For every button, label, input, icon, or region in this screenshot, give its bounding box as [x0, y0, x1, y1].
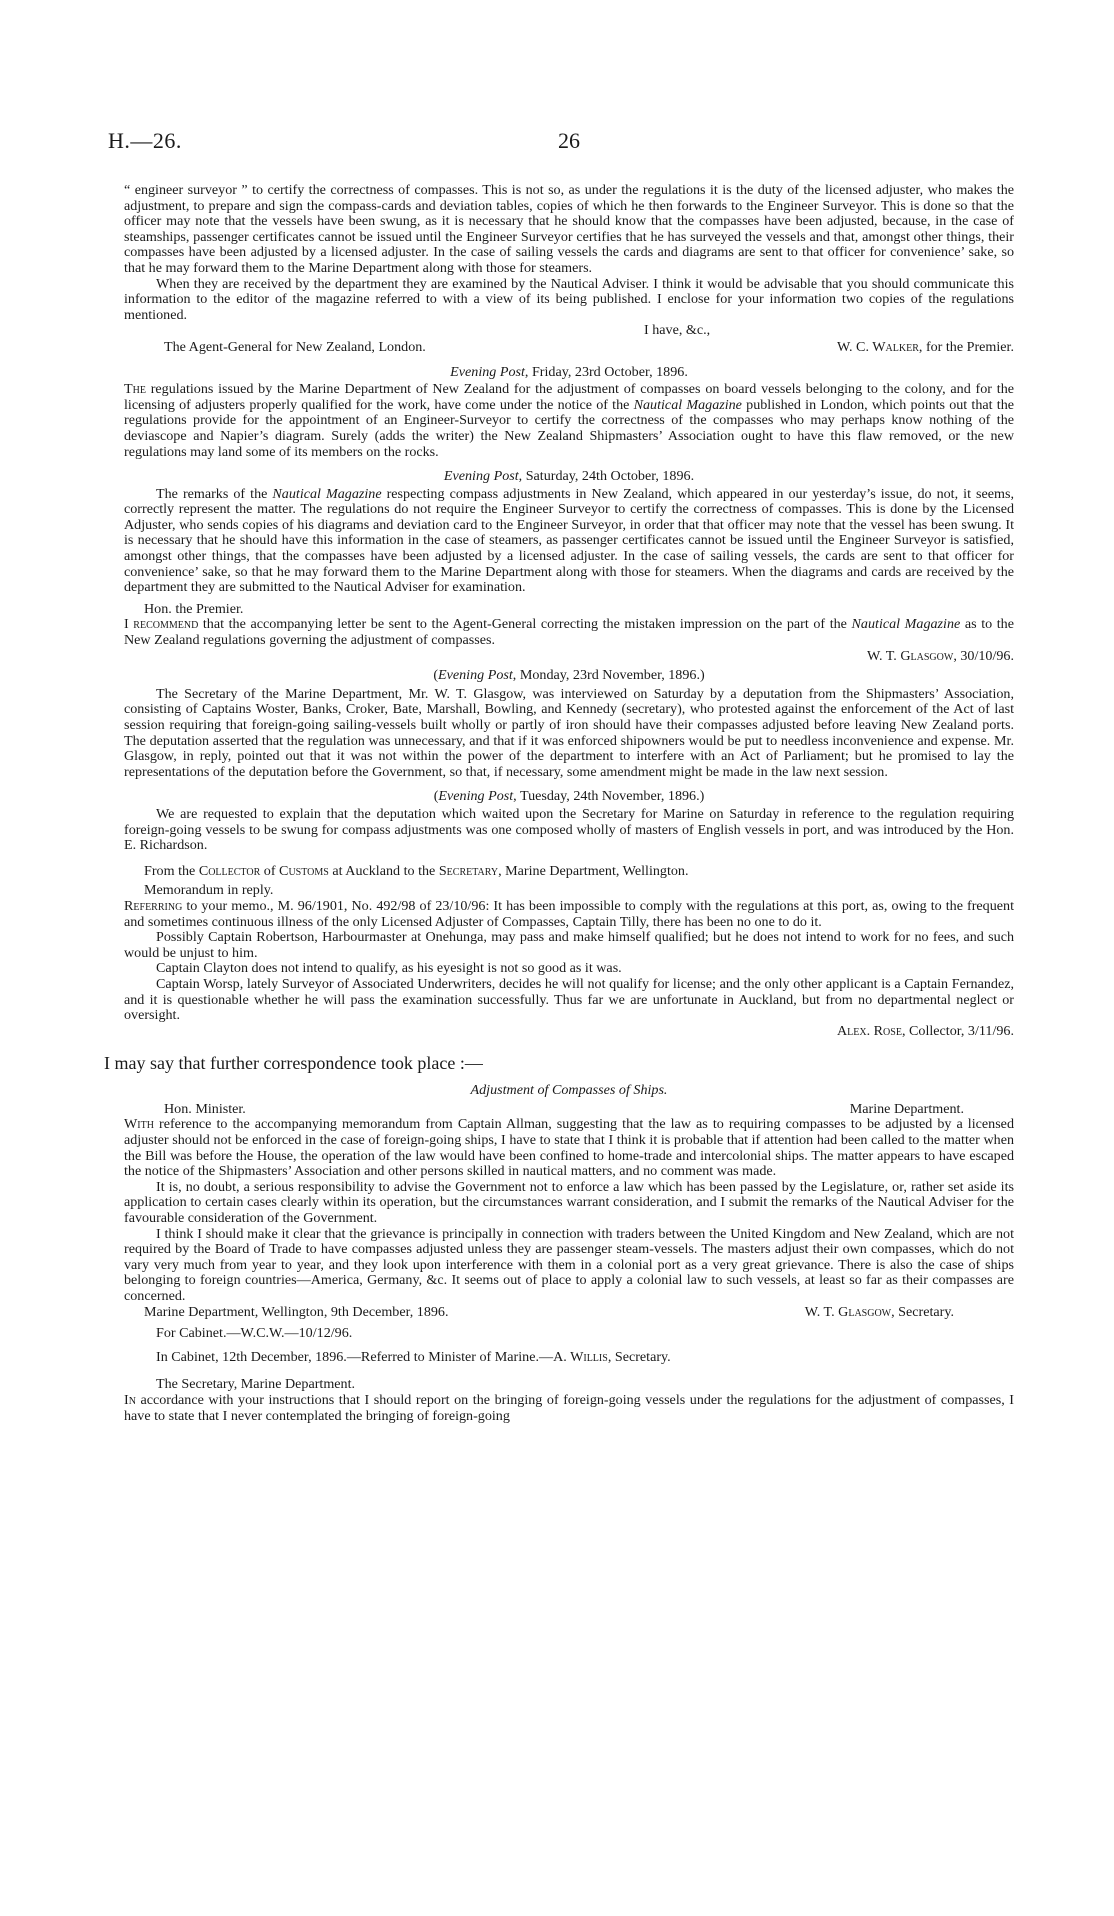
- letter-signature-row: [124, 340, 1014, 356]
- adjustment-department: Marine Department.: [849, 1100, 964, 1117]
- document-reference: H.—26.: [108, 128, 182, 153]
- final-paragraph: In accordance with your instructions that I should report on the bringing of foreign-going vessels under the regulations for the adjustment of compasses, I have to state that I never contemplated the bringing of foreign-going: [124, 1391, 1014, 1424]
- post2-paragraph: The remarks of the Nautical Magazine respecting compass adjustments in New Zealand, which appeared in our yesterday’s issue, do not, it seems, correctly represent the matter. The regulations do not require the Engineer Surveyor to certify the correctness of compasses. This is done by the Licensed Adjuster, who sends copies of his diagrams and deviation card to the Engineer Surveyor, in order that that officer may note that the vessel has been swung. It is necessary that he should have this information in the case of steamers, as passenger certificates cannot be issued until the Engineer Surveyor is satisfied, amongst other things, that the compasses have been adjusted by a licensed adjuster. In the case of sailing vessels, the cards are sent to that officer for convenience’ sake, so that he may forward them to the Marine Department along with those for steamers. When the diagrams and cards are received by the department they are submitted to the Nautical Adviser for examination.: [124, 485, 1014, 596]
- post2-heading: Evening Post, Saturday, 24th October, 1896.: [443, 468, 695, 485]
- post1-heading: Evening Post, Friday, 23rd October, 1896.: [450, 363, 688, 380]
- post3-heading: (Evening Post, Monday, 23rd November, 1896.): [433, 667, 705, 684]
- post4-paragraph: We are requested to explain that the deputation which waited upon the Secretary for Marine on Saturday in reference to the regulation requiring foreign-going vessels to be swung for compass adjustments was one composed wholly of masters of English vessels in port, and was introduced by the Hon. E. Richardson.: [124, 805, 1014, 854]
- adjustment-signature: W. T. Glasgow, Secretary.: [804, 1303, 954, 1320]
- cabinet-note-1: For Cabinet.—W.C.W.—10/12/96.: [156, 1325, 353, 1342]
- letter-paragraph-1: “ engineer surveyor ” to certify the correctness of compasses. This is not so, as under the regulations it is the duty of the licensed adjuster, who makes the adjustment, to prepare and sign the compass-cards and deviation tables, copies of which he then forwards to the Engineer Surveyor. This is done so that the officer may note that the vessels have been swung, as it is necessary that he should know that the compasses have been adjusted, because, in the case of steamships, passenger certificates cannot be issued until the Engineer Surveyor certifies that he has surveyed the vessels and that, amongst other things, their compasses have been adjusted by a licensed adjuster. In the case of sailing vessels the cards and diagrams are sent to that officer for convenience’ sake, so that he may forward them to the Marine Department along with those for steamers.: [124, 182, 1014, 276]
- memo-paragraph-2: Possibly Captain Robertson, Harbourmaster at Onehunga, may pass and make himself qualified; but he does not intend to work for no fees, and such would be unjust to him.: [124, 929, 1014, 961]
- post4-heading: (Evening Post, Tuesday, 24th November, 1896.): [433, 788, 705, 805]
- memo-paragraph-1: Referring to your memo., M. 96/1901, No. 492/98 of 23/10/96: It has been impossible to comply with the regulations at this port, as, owing to the frequent and sometimes continuous illness of the only Licensed Adjuster of Compasses, Captain Tilly, there has been no one to do it.: [124, 897, 1014, 930]
- cabinet-note-2: In Cabinet, 12th December, 1896.—Referred to Minister of Marine.—A. Willis, Secretary.: [156, 1348, 671, 1365]
- letter-salutation: I have, &c.,: [644, 322, 711, 339]
- memo-paragraph-3: Captain Clayton does not intend to qualify, as his eyesight is not so good as it was.: [156, 960, 622, 977]
- page-body: [104, 182, 1014, 1424]
- adjustment-title: Adjustment of Compasses of Ships.: [470, 1082, 668, 1099]
- correspondence-remark: I may say that further correspondence took place :—: [104, 1053, 483, 1074]
- post3-paragraph: The Secretary of the Marine Department, Mr. W. T. Glasgow, was interviewed on Saturday by a deputation from the Shipmasters’ Association, consisting of Captains Woster, Banks, Croker, Bate, Marshall, Bowling, and Kennedy (secretary), who protested against the enforcement of the Act of last session requiring that foreign-going sailing-vessels built wholly or partly of iron should have their compasses adjusted before leaving New Zealand ports. The deputation asserted that the regulation was unnecessary, and that if it was enforced shipowners would be put to needless inconvenience and expense. Mr. Glasgow, in reply, pointed out that it was not within the power of the department to interfere with an Act of Parliament; but he promised to lay the representations of the deputation before the Government, so that, if necessary, some amendment might be made in the law next session.: [124, 685, 1014, 780]
- adjustment-paragraph-2: It is, no doubt, a serious responsibility to advise the Government not to enforce a law which has been passed by the Legislature, or, rather set aside its application to certain cases clearly within its operation, but the circumstances warrant consideration, and I submit the remarks of the Nautical Adviser for the favourable consideration of the Government.: [124, 1178, 1014, 1227]
- letter-signature: W. C. Walker, for the Premier.: [837, 338, 1014, 355]
- letter-paragraph-2: When they are received by the department they are examined by the Nautical Adviser. I think it would be advisable that you should communicate this information to the editor of the magazine referred to with a view of its being published. I enclose for your information two copies of the regulations mentioned.: [124, 275, 1014, 323]
- memo-from-line: From the Collector of Customs at Auckland to the Secretary, Marine Department, Wellington.: [144, 862, 689, 879]
- adjustment-paragraph-1: With reference to the accompanying memorandum from Captain Allman, suggesting that the law as to requiring compasses to be adjusted by a licensed adjuster should not be enforced in the case of foreign-going ships, I have to state that I think it is probable that if attention had been called to the matter when the Bill was before the House, the operation of the law would have been confined to home-trade and intercolonial ships. The matter appears to have escaped the notice of the Shipmasters’ Association and other persons skilled in nautical matters, and no comment was made.: [124, 1116, 1014, 1180]
- letter-addressee: The Agent-General for New Zealand, London.: [164, 338, 426, 355]
- minute1-signature: W. T. Glasgow, 30/10/96.: [866, 647, 1014, 664]
- memo-heading: Memorandum in reply.: [144, 882, 274, 899]
- memo-paragraph-4: Captain Worsp, lately Surveyor of Associated Underwriters, decides he will not qualify for license; and the only other applicant is a Captain Fernandez, and it is questionable whether he will pass the examination successfully. Thus far we are unfortunate in Auckland, but from no departmental neglect or oversight.: [124, 975, 1014, 1024]
- adjustment-place-date: Marine Department, Wellington, 9th December, 1896.: [144, 1303, 449, 1320]
- post1-paragraph: The regulations issued by the Marine Department of New Zealand for the adjustment of compasses on board vessels belonging to the colony, and for the licensing of adjusters properly qualified for the work, have come under the notice of the Nautical Magazine published in London, which points out that the regulations provide for the appointment of an Engineer-Surveyor to certify the correctness of the compasses who may perhaps know nothing of the deviascope and Napier’s diagram. Surely (adds the writer) the New Zealand Shipmasters’ Association ought to have this flaw removed, or the new regulations may land some of its members on the rocks.: [124, 381, 1014, 460]
- adjustment-addressee: Hon. Minister.: [164, 1100, 246, 1117]
- adjustment-paragraph-3: I think I should make it clear that the grievance is principally in connection with traders between the United Kingdom and New Zealand, which are not required by the Board of Trade to have compasses adjusted unless they are passenger steam-vessels. The masters adjust their own compasses, which do not vary very much from year to year, and they look upon interference with them in a colonial port as a very great grievance. There is also the case of ships belonging to foreign countries—America, Germany, &c. It seems out of place to apply a colonial law to such vessels, at least so far as their compasses are concerned.: [124, 1225, 1014, 1304]
- adjustment-header-row: [124, 1102, 1014, 1118]
- minute1-addressee: Hon. the Premier.: [144, 600, 244, 617]
- final-addressee: The Secretary, Marine Department.: [156, 1376, 356, 1393]
- page-number: 26: [558, 128, 580, 153]
- adjustment-signature-row: [124, 1305, 1014, 1321]
- minute1-paragraph: I recommend that the accompanying letter be sent to the Agent-General correcting the mistaken impression on the part of the Nautical Magazine as to the New Zealand regulations governing the adjustment of compasses.: [124, 616, 1014, 649]
- memo-signature: Alex. Rose, Collector, 3/11/96.: [836, 1022, 1014, 1039]
